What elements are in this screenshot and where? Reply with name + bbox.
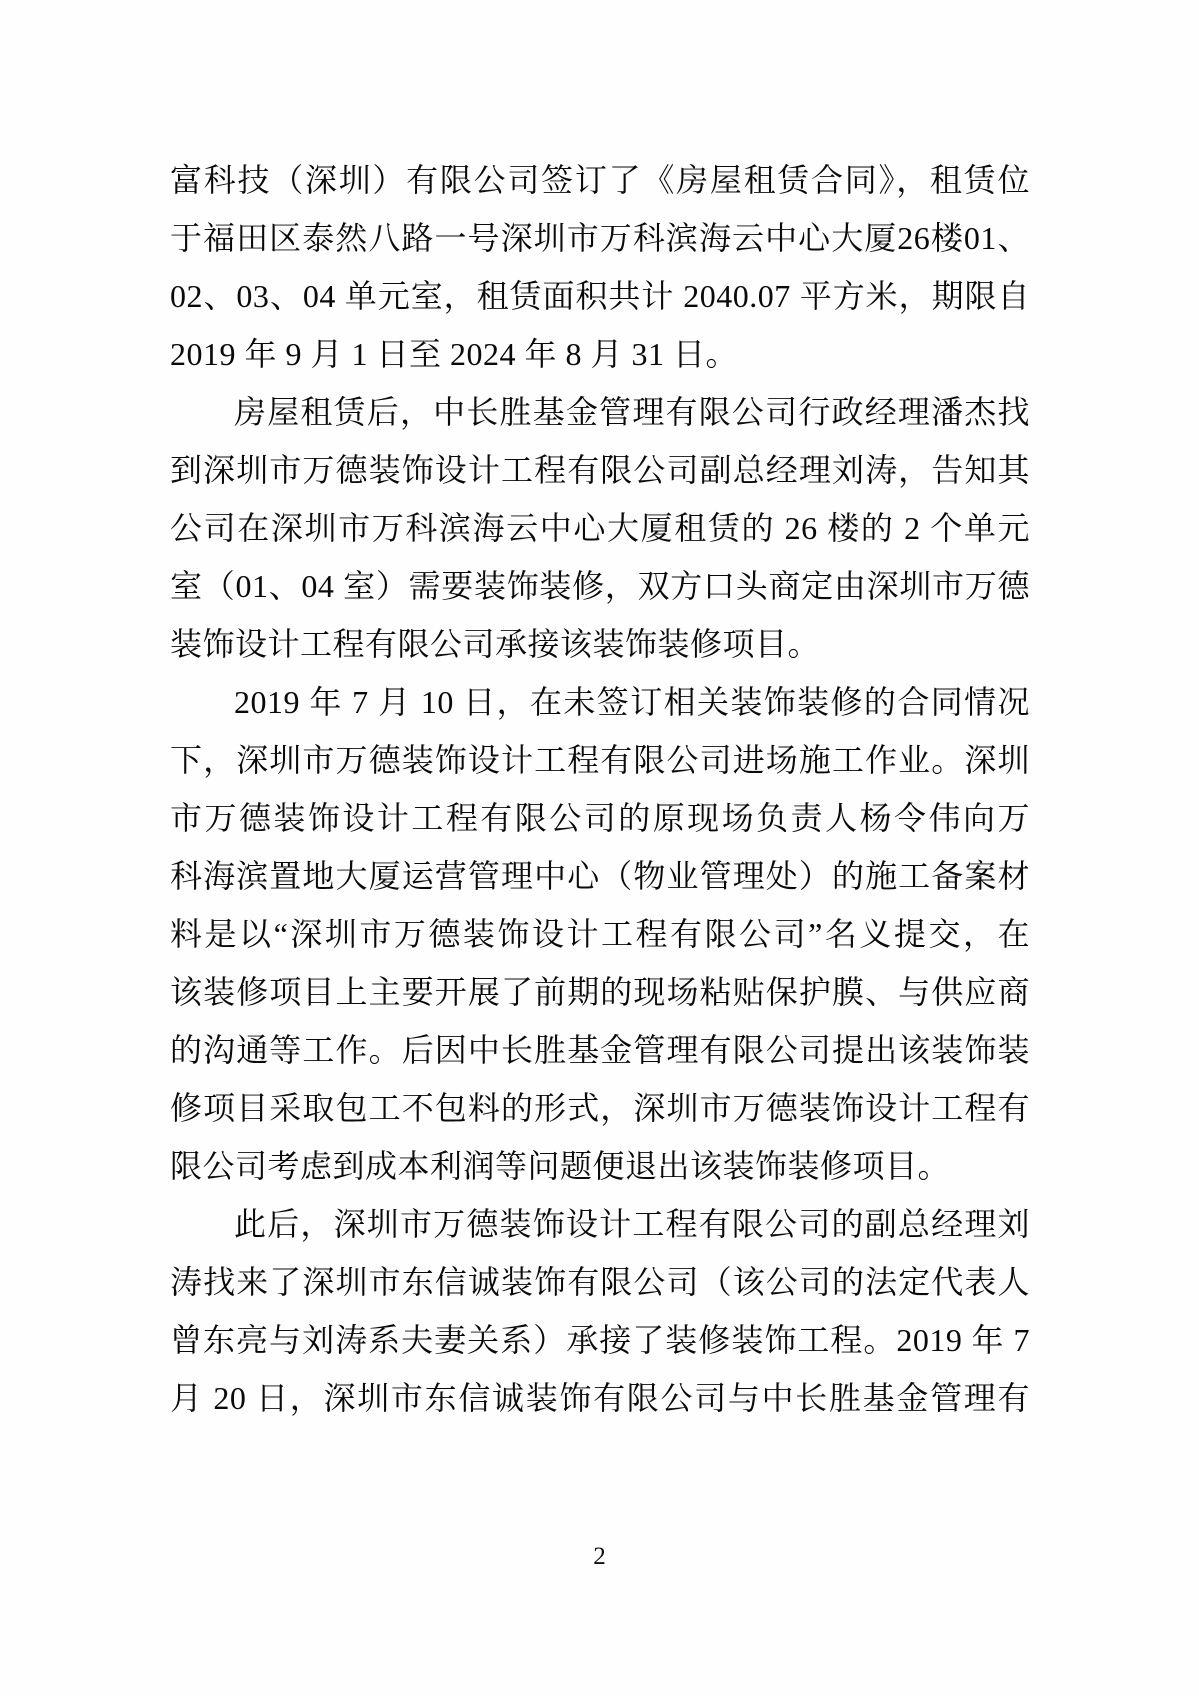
text-line: 公司在深圳市万科滨海云中心大厦租赁的 26 楼的 2 个单元 xyxy=(170,510,1030,546)
text-line: 限公司考虑到成本利润等问题便退出该装饰装修项目。 xyxy=(170,1148,951,1184)
text-line: 此后，深圳市万德装饰设计工程有限公司的副总经理刘 xyxy=(234,1206,1030,1242)
text-line: 装饰设计工程有限公司承接该装饰装修项目。 xyxy=(170,626,821,662)
text-line: 料是以“深圳市万德装饰设计工程有限公司”名义提交，在 xyxy=(170,916,1030,952)
text-line: 涛找来了深圳市东信诚装饰有限公司（该公司的法定代表人 xyxy=(170,1264,1030,1300)
text-line: 市万德装饰设计工程有限公司的原现场负责人杨令伟向万 xyxy=(170,800,1030,836)
text-line: 该装修项目上主要开展了前期的现场粘贴保护膜、与供应商 xyxy=(170,974,1030,1010)
text-line: 下，深圳市万德装饰设计工程有限公司进场施工作业。深圳 xyxy=(170,742,1030,778)
text-line: 富科技（深圳）有限公司签订了《房屋租赁合同》，租赁位 xyxy=(170,162,1030,198)
text-line: 于福田区泰然八路一号深圳市万科滨海云中心大厦26楼01、 xyxy=(170,220,1030,256)
page-number: 2 xyxy=(593,1543,606,1570)
text-line: 修项目采取包工不包料的形式，深圳市万德装饰设计工程有 xyxy=(170,1090,1030,1126)
text-line: 到深圳市万德装饰设计工程有限公司副总经理刘涛，告知其 xyxy=(170,452,1030,488)
text-line: 房屋租赁后，中长胜基金管理有限公司行政经理潘杰找 xyxy=(234,394,1030,430)
text-line: 曾东亮与刘涛系夫妻关系）承接了装修装饰工程。2019 年 7 xyxy=(170,1322,1030,1358)
document-body xyxy=(170,151,1030,1427)
text-line: 月 20 日，深圳市东信诚装饰有限公司与中长胜基金管理有 xyxy=(170,1380,1030,1416)
text-line: 2019 年 7 月 10 日，在未签订相关装饰装修的合同情况 xyxy=(234,684,1030,720)
text-line: 室（01、04 室）需要装饰装修，双方口头商定由深圳市万德 xyxy=(170,568,1030,604)
text-line: 2019 年 9 月 1 日至 2024 年 8 月 31 日。 xyxy=(170,336,739,372)
text-line: 的沟通等工作。后因中长胜基金管理有限公司提出该装饰装 xyxy=(170,1032,1030,1068)
text-line: 科海滨置地大厦运营管理中心（物业管理处）的施工备案材 xyxy=(170,858,1030,894)
text-line: 02、03、04 单元室，租赁面积共计 2040.07 平方米，期限自 xyxy=(170,278,1030,314)
